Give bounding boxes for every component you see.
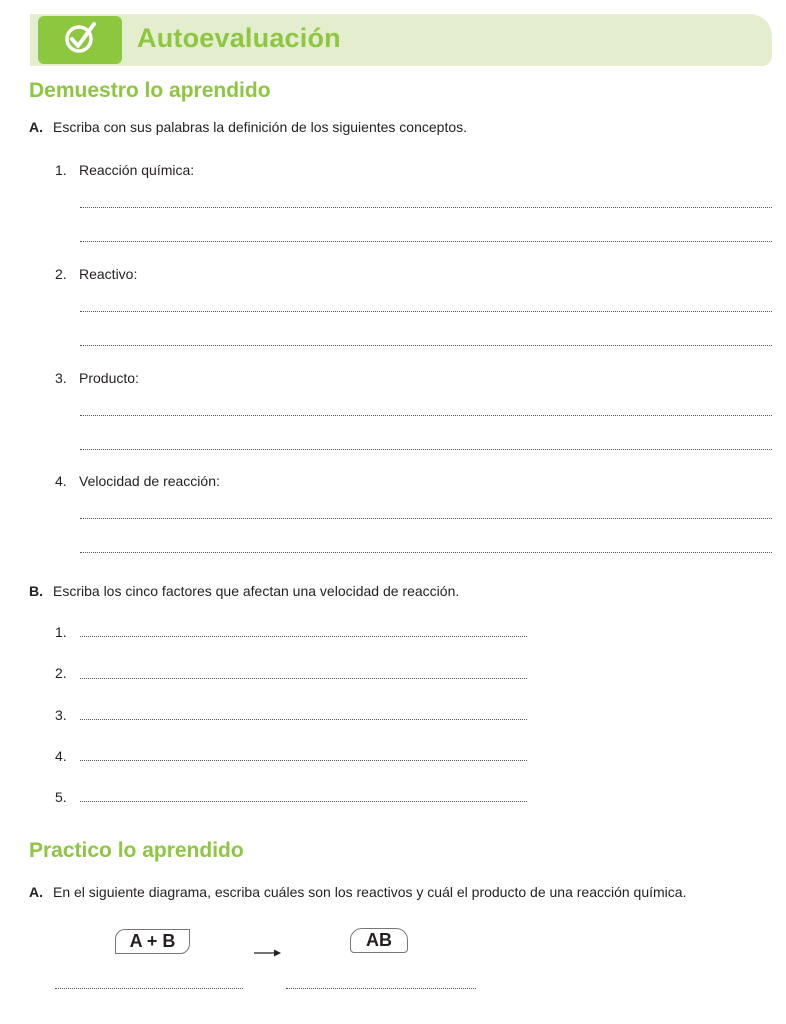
item-label: Reacción química: <box>79 162 195 178</box>
answer-line[interactable] <box>80 678 527 679</box>
factor-item-3 <box>55 707 79 723</box>
instruction-letter: A. <box>29 119 43 135</box>
answer-line[interactable] <box>80 241 772 242</box>
instruction-text: Escriba con sus palabras la definición de los siguientes conceptos. <box>53 119 468 135</box>
concept-item-4 <box>55 473 220 489</box>
item-number: 1. <box>55 162 67 178</box>
answer-line[interactable] <box>80 719 527 720</box>
header-icon-box <box>38 16 122 64</box>
answer-line[interactable] <box>80 345 772 346</box>
answer-line[interactable] <box>80 801 527 802</box>
answer-line[interactable] <box>80 552 772 553</box>
factor-item-1 <box>55 624 79 640</box>
section-title-demuestro: Demuestro lo aprendido <box>29 79 271 102</box>
check-circle-icon <box>60 20 100 61</box>
item-label: Producto: <box>79 370 139 386</box>
factor-item-5 <box>55 789 79 805</box>
reactants-box: A + B <box>115 929 190 954</box>
product-box: AB <box>350 928 408 953</box>
factor-item-4 <box>55 748 79 764</box>
concept-item-1 <box>55 162 194 178</box>
answer-line[interactable] <box>80 449 772 450</box>
item-number: 4. <box>55 748 67 764</box>
concept-item-2 <box>55 266 137 282</box>
reactants-answer-line[interactable] <box>55 988 243 989</box>
instruction-text: En el siguiente diagrama, escriba cuáles son los reactivos y cuál el producto de una reacción química. <box>53 884 687 900</box>
instruction-text: Escriba los cinco factores que afectan una velocidad de reacción. <box>53 583 460 599</box>
concept-item-3 <box>55 370 139 386</box>
item-label: Reactivo: <box>79 266 138 282</box>
answer-line[interactable] <box>80 760 527 761</box>
instruction-a <box>29 119 467 135</box>
item-number: 2. <box>55 665 67 681</box>
item-number: 5. <box>55 789 67 805</box>
right-arrow-icon <box>254 945 282 963</box>
instruction-a2 <box>29 884 686 900</box>
factor-item-2 <box>55 665 79 681</box>
instruction-b <box>29 583 459 599</box>
instruction-letter: A. <box>29 884 43 900</box>
section-title-practico: Practico lo aprendido <box>29 839 244 862</box>
item-label: Velocidad de reacción: <box>79 473 220 489</box>
answer-line[interactable] <box>80 636 527 637</box>
product-answer-line[interactable] <box>286 988 476 989</box>
answer-line[interactable] <box>80 311 772 312</box>
item-number: 2. <box>55 266 67 282</box>
answer-line[interactable] <box>80 415 772 416</box>
item-number: 3. <box>55 707 67 723</box>
page-title: Autoevaluación <box>137 23 341 53</box>
item-number: 3. <box>55 370 67 386</box>
answer-line[interactable] <box>80 518 772 519</box>
item-number: 4. <box>55 473 67 489</box>
answer-line[interactable] <box>80 207 772 208</box>
instruction-letter: B. <box>29 583 43 599</box>
item-number: 1. <box>55 624 67 640</box>
